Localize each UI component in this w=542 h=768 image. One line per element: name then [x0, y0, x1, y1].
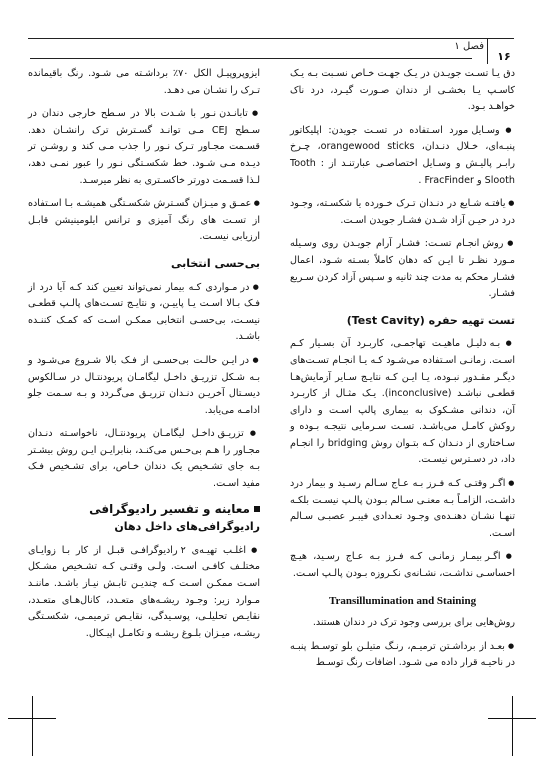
crop-mark-vertical: [32, 696, 33, 756]
heading-test-cavity: تست تهیه حفره (Test Cavity): [346, 313, 515, 327]
bullet-paragraph: ● اگـر بیمـار زمانـی کـه فـرز بـه عـاج رسـید، هیـچ احساسـی نداشـت، نشـانه‌ی نکـروزه بـودن پالـپ اسـت.: [290, 548, 515, 582]
header-rule-top: [28, 38, 514, 39]
bullet-paragraph: ● روش انجـام تسـت: فشـار آرام جویـدن روی وسـیله مـورد نظـر تا ایـن که دهان کاملاً بسـته شـود، اعمال فشـار محکم به مدت چند ثانیه و سـپس آزاد کردن سـریع فشـار.: [290, 235, 515, 302]
heading-transillumination: Transillumination and Staining: [328, 594, 477, 607]
heading-radiography: [28, 501, 260, 518]
paragraph: دق یـا تسـت جویـدن در یـک جهـت خـاص نسـبت بـه یـک کاسـپ یـا بخشـی از دندان صـورت گیـرد، درد ناک خواهـد بـود.: [290, 68, 515, 113]
bullet-paragraph: ● بعـد از برداشـتن ترمیـم، رنـگ متیلـن بلو توسـط پنبـه در ناحیـه قرار داده می شـود. اضافات رنگ توسـط: [290, 638, 515, 672]
bullet-paragraph: ● بـه دلیـل ماهیـت تهاجمـی، کاربـرد آن بسـیار کـم اسـت. زمانـی اسـتفاده می‌شـود کـه یـا انجـام تسـت‌های دیگـر مقـدور نبـوده، یـا ایـن کـه نتایـج سـایر آزمایش‌هـا قطعـی نباشـد (inconclusive). یـک مثـال از کاربـرد آن، دندانی مشـکوک به بیماری پالپ اسـت و دارای روکش کامـل می‌باشـد. تسـت سـرمایی نتیجـه بـوده و سـاختاری از دنـدان کـه بتـوان روش bridging را انجـام داد، در دسـترس نیسـت.: [290, 335, 515, 469]
bullet-paragraph: ● اغلـب تهیـه‌ی ۲ رادیوگرافـی قبـل از کار بـا زوایـای مختلـف کافـی اسـت. ولـی وقتـی کـه تشـخیص مشـکل اسـت ممکـن اسـت کـه چندیـن تابـش نیـاز باشـد. ماننـد مـوارد زیر: وجـود ریشـه‌های متعـدد، کانال‌هـای متعـدد، نقایـص تحلیلـی، پوسـیدگی، نقایـص ترمیمـی، شکسـتگی ریشـه، میـزان بلـوغ ریشـه و تکامـل اپیـکال.: [28, 542, 260, 643]
crop-mark-vertical-right: [512, 696, 513, 756]
page-number: ۱۶: [497, 50, 511, 63]
bullet-paragraph: ● یافتـه شـایع در دنـدان تـرک خـورده یا شکسـته، وجـود درد در حیـن آزاد شـدن فشـار جویدن اسـت.: [290, 195, 515, 229]
paragraph: ایزوپروپیـل الکل ۷۰٪ برداشـته می شـود. رنگ باقیمانده تـرک را نشـان می دهـد.: [28, 68, 260, 96]
bullet-paragraph: ● تابانـدن نـور با شـدت بالا در سـطح خارجی دندان در سـطح CEJ مـی توانـد گسـترش ترک رانشـان دهد. قسـمت مجـاور تـرک نـور را جذب مـی کند و روشـن تر دیـده مـی شـود. خط شکسـتگی نـور را عبور نمـی دهد، لـذا قسـمت دورتر خاکسـتری به نظر میرسـد.: [28, 105, 260, 189]
bullet-paragraph: ● عمـق و میـزان گسـترش شکسـتگی همیشـه بـا اسـتفاده از تسـت های رنگ آمیزی و ترانس ایلومینیشن قابـل ارزیابی نیسـت.: [28, 195, 260, 246]
bullet-paragraph: ● در ایـن حالـت بی‌حسـی از فـک بالا شـروع می‌شـود و بـه شـکل تزریـق داخـل لیگامـان پریودنتـال در سـالکوس دیسـتال آخریـن دنـدان تزریـق می‌گـردد و بـه سـمت جلو ادامـه می‌یابد.: [28, 352, 260, 419]
bullet-paragraph: ● تزریـق داخـل لیگامـان پریودنتـال، ناخواسـته دنـدان مجـاور را هـم بی‌حـس می‌کنـد، بنابرایـن ایـن روش بیشـتر بـه جای تشـخیص یک دندان خـاص، برای تشـخیص فـک مفید اسـت.: [28, 425, 260, 492]
bullet-paragraph: ● اگـر وقتـی کـه فـرز بـه عـاج سـالم رسـید و بیمار درد داشـت، الزامـاً بـه معنـی سـالم بـودن پالـپ نیسـت بلکـه تنهـا نشـان دهنـده‌ی وجـود تعـدادی فیبـر عصبـی سـالم اسـت.: [290, 475, 515, 542]
paragraph: روش‌هایی برای بررسی وجود ترک در دندان هستند.: [312, 617, 515, 629]
bullet-paragraph: ● در مـواردی کـه بیمار نمی‌تواند تعیین کند کـه آیا درد از فـک بـالا اسـت یـا پاییـن، و نتایـج تسـت‌های پالـپ قطعـی نیسـت، بی‌حسـی انتخابی ممکـن اسـت که کمـک کننـده باشـد.: [28, 279, 260, 346]
header-rule-bottom: [30, 58, 472, 59]
heading-selective-anesthesia: بی‌حسی انتخابی: [170, 256, 260, 270]
chapter-label: فصل ۱: [454, 41, 484, 52]
header-divider: [487, 38, 488, 64]
bullet-paragraph: ● وسـایل مورد اسـتفاده در تسـت جویدن: اپلیکاتور پنبـه‌ای، خـلال دنـدان، orangewood sticks، چـرخ رابـر پالیـش و وسـایل اختصاصـی عبارتنـد از : Tooth Slooth و FracFinder .: [290, 122, 515, 189]
heading-radiography-text: معاینه و تفسیر رادیوگرافی: [89, 501, 250, 516]
subheading-intraoral-radiographs: رادیوگرافی‌های داخل دهان: [114, 520, 260, 534]
left-column: [28, 66, 260, 648]
right-column: [290, 66, 515, 678]
square-bullet-icon: [254, 506, 260, 512]
